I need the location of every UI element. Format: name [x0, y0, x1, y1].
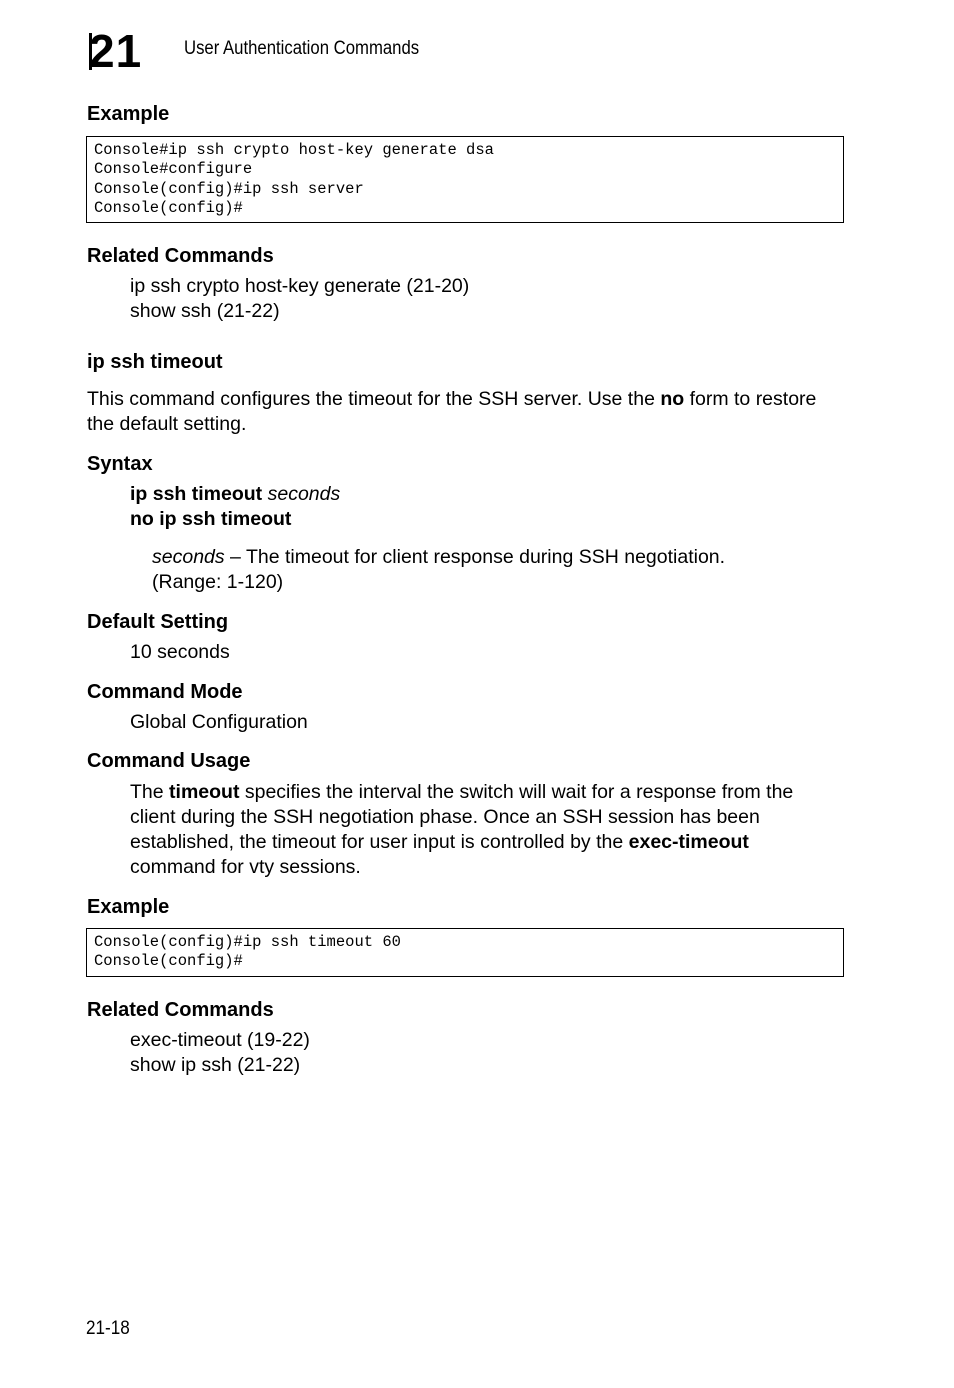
related-command-item: show ip ssh (21-22): [130, 1054, 301, 1076]
section-description-line2: the default setting.: [87, 413, 247, 435]
code-line: Console(config)#ip ssh timeout 60: [94, 933, 401, 951]
chapter-title: User Authentication Commands: [184, 38, 420, 59]
command-usage-line: established, the timeout for user input is controlled by the exec-timeout: [130, 831, 749, 853]
related-commands-heading: Related Commands: [87, 999, 274, 1021]
syntax-parameter: seconds – The timeout for client response during SSH negotiation.: [152, 546, 726, 568]
syntax-heading: Syntax: [87, 453, 153, 475]
section-title: ip ssh timeout: [87, 351, 223, 373]
code-line: Console(config)#: [94, 198, 243, 217]
related-command-item: show ssh (21-22): [130, 300, 280, 322]
command-mode-value: Global Configuration: [130, 711, 308, 733]
syntax-line-1: ip ssh timeout seconds: [130, 483, 341, 505]
code-line: Console#ip ssh crypto host-key generate dsa: [94, 141, 494, 159]
example-heading: Example: [87, 896, 170, 918]
syntax-line-2: no ip ssh timeout: [130, 508, 292, 530]
command-usage-line: client during the SSH negotiation phase. Once an SSH session has been: [130, 806, 760, 828]
command-usage-line: command for vty sessions.: [130, 856, 361, 878]
page-number: 21-18: [86, 1318, 130, 1339]
chapter-number: 21: [89, 25, 143, 77]
code-example-2: [86, 928, 844, 977]
code-line: Console#configure: [94, 160, 253, 179]
command-usage-line: The timeout specifies the interval the switch will wait for a response from the: [130, 781, 794, 803]
related-commands-heading: Related Commands: [87, 245, 274, 267]
syntax-parameter-range: (Range: 1-120): [152, 571, 284, 593]
related-command-item: ip ssh crypto host-key generate (21-20): [130, 275, 470, 297]
example-heading: Example: [87, 103, 170, 125]
related-command-item: exec-timeout (19-22): [130, 1029, 310, 1051]
default-setting-heading: Default Setting: [87, 611, 229, 633]
section-description: This command configures the timeout for the SSH server. Use the no form to restore: [87, 388, 817, 410]
code-line: Console(config)#ip ssh server: [94, 179, 364, 198]
command-mode-heading: Command Mode: [87, 681, 243, 703]
command-usage-heading: Command Usage: [87, 750, 251, 772]
default-setting-value: 10 seconds: [130, 641, 230, 663]
code-example-1: [86, 136, 844, 223]
code-line: Console(config)#: [94, 952, 243, 971]
